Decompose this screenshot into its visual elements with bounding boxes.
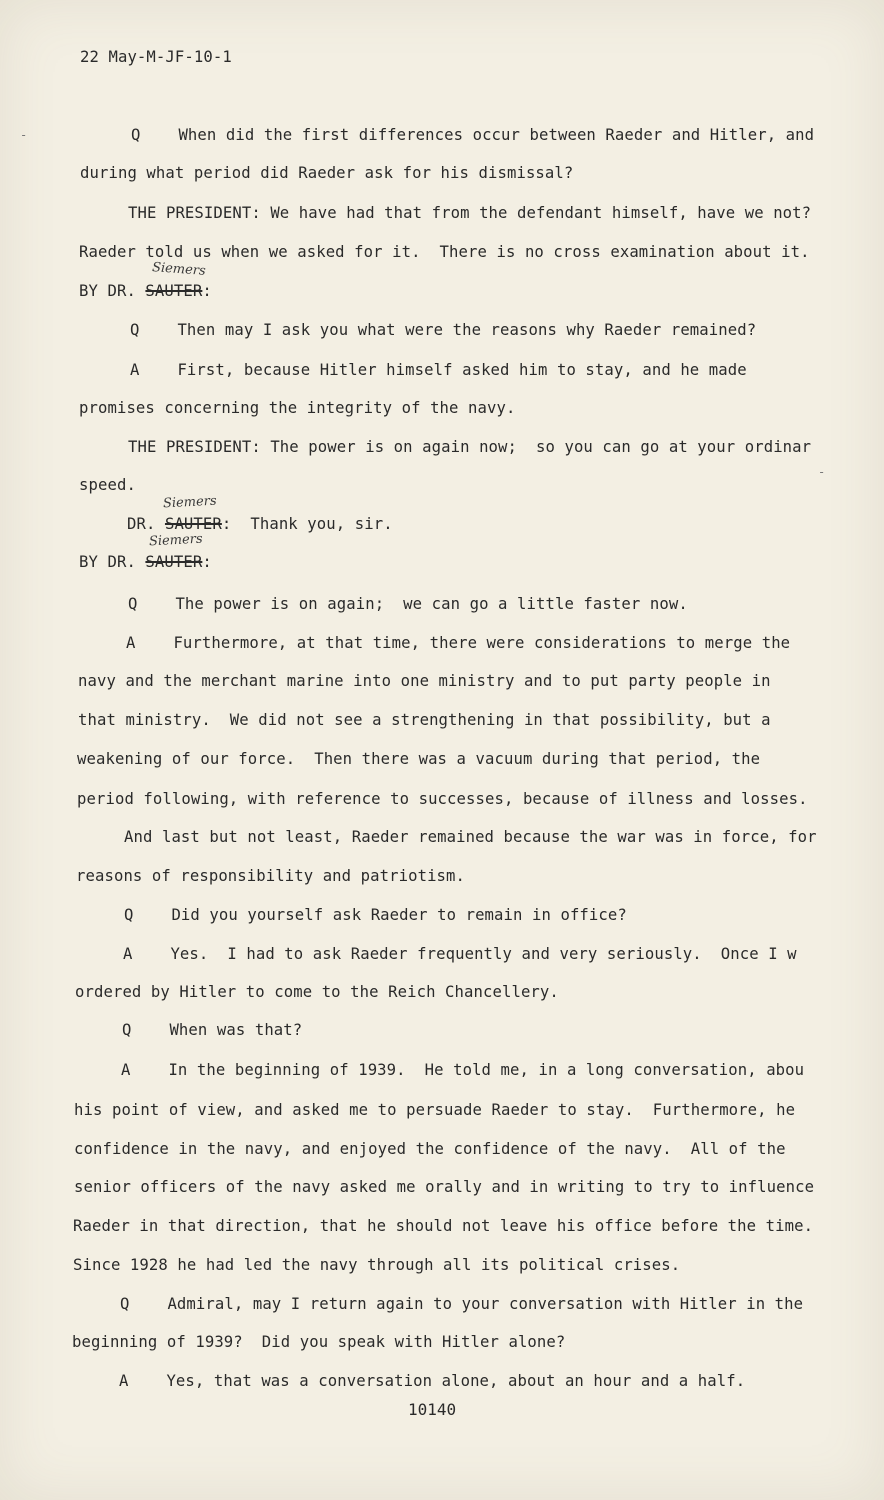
text-line: during what period did Raeder ask for his dismissal? (80, 164, 574, 182)
document-reference: 22 May-M-JF-10-1 (80, 48, 232, 66)
text-line: Raeder in that direction, that he should not leave his office before the time. (73, 1217, 814, 1235)
margin-mark: - (818, 465, 826, 479)
text-line: navy and the merchant marine into one ministry and to put party people in (78, 672, 771, 690)
text-line: confidence in the navy, and enjoyed the confidence of the navy. All of the (74, 1140, 786, 1158)
speaker-line: BY DR. SAUTER: (79, 553, 212, 571)
speaker-line: DR. SAUTER: Thank you, sir. (127, 515, 393, 533)
text-line: ordered by Hitler to come to the Reich Chancellery. (75, 983, 559, 1001)
text-line: reasons of responsibility and patriotism. (76, 867, 466, 885)
text-line: Raeder told us when we asked for it. There is no cross examination about it. (79, 243, 810, 261)
text-line: Q When did the first differences occur between Raeder and Hitler, and (131, 126, 815, 144)
page-number: 10140 (408, 1400, 457, 1419)
text-line: that ministry. We did not see a strengthening in that possibility, but a (78, 711, 771, 729)
text-line: Q Did you yourself ask Raeder to remain in office? (124, 906, 627, 924)
text-line: A Furthermore, at that time, there were considerations to merge the (126, 634, 791, 652)
text-line: his point of view, and asked me to persuade Raeder to stay. Furthermore, he (74, 1101, 796, 1119)
text-line: A First, because Hitler himself asked him to stay, and he made (130, 361, 747, 379)
text-line: Q Then may I ask you what were the reasons why Raeder remained? (130, 321, 757, 339)
text-line: senior officers of the navy asked me orally and in writing to try to influence (74, 1178, 815, 1196)
text-line: Q The power is on again; we can go a little faster now. (128, 595, 688, 613)
text-line: period following, with reference to successes, because of illness and losses. (77, 790, 808, 808)
text-line: Q When was that? (122, 1021, 303, 1039)
text-line: speed. (79, 476, 136, 494)
handwritten-correction: Siemers (162, 493, 218, 512)
handwritten-correction: Siemers (151, 260, 207, 279)
speaker-line: BY DR. SAUTER: (79, 282, 212, 300)
text-line: A Yes. I had to ask Raeder frequently and very seriously. Once I w (123, 945, 797, 963)
margin-mark: - (20, 128, 28, 142)
text-line: A Yes, that was a conversation alone, about an hour and a half. (119, 1372, 746, 1390)
handwritten-correction: Siemers (148, 531, 204, 550)
text-line: And last but not least, Raeder remained because the war was in force, for (124, 828, 817, 846)
text-line: weakening of our force. Then there was a vacuum during that period, the (77, 750, 761, 768)
text-line: THE PRESIDENT: We have had that from the defendant himself, have we not? (128, 204, 812, 222)
text-line: beginning of 1939? Did you speak with Hitler alone? (72, 1333, 566, 1351)
text-line: A In the beginning of 1939. He told me, in a long conversation, abou (121, 1061, 805, 1079)
text-line: promises concerning the integrity of the navy. (79, 399, 516, 417)
text-line: Q Admiral, may I return again to your conversation with Hitler in the (120, 1295, 804, 1313)
text-line: THE PRESIDENT: The power is on again now; so you can go at your ordinar (128, 438, 812, 456)
text-line: Since 1928 he had led the navy through all its political crises. (73, 1256, 681, 1274)
